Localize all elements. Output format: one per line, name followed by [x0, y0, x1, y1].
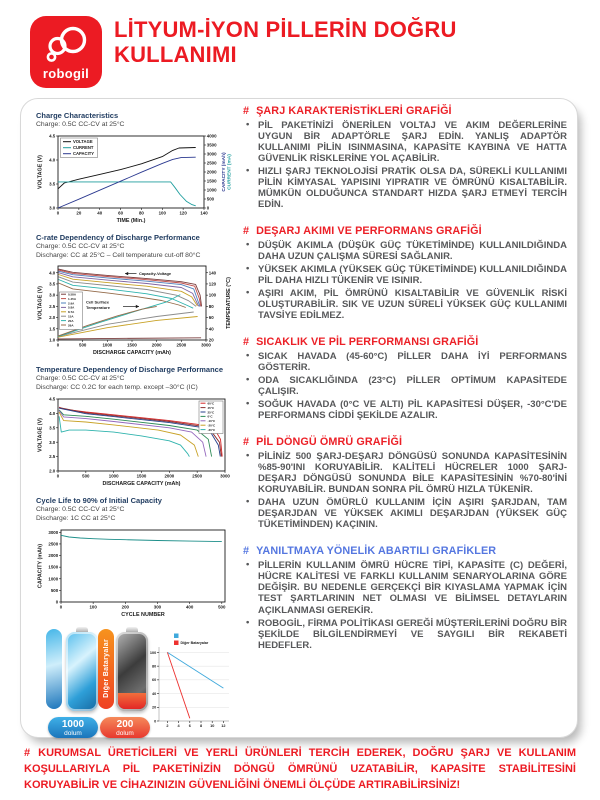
bullet-list	[243, 351, 567, 421]
svg-text:CAPACITY: CAPACITY	[73, 150, 95, 156]
chart-cycle-life	[36, 526, 232, 618]
svg-text:80: 80	[208, 304, 214, 310]
svg-text:2: 2	[166, 723, 169, 728]
page-title	[114, 18, 457, 67]
svg-text:3500: 3500	[206, 142, 217, 148]
svg-text:0: 0	[59, 604, 63, 610]
svg-text:2500: 2500	[176, 343, 187, 349]
svg-text:500: 500	[82, 473, 90, 479]
svg-text:0: 0	[55, 599, 59, 605]
svg-text:60: 60	[208, 315, 214, 321]
svg-text:500: 500	[50, 587, 59, 593]
robogil-logo	[30, 16, 102, 88]
section-heading: # SICAKLIK VE PİL PERFORMANSI GRAFİĞİ	[243, 336, 479, 349]
svg-text:6: 6	[188, 723, 191, 728]
chart-subtitle: Discharge: 1C CC at 25°C	[36, 514, 116, 522]
other-battery-cycles-badge	[100, 717, 150, 738]
svg-text:1.45A: 1.45A	[68, 297, 77, 302]
svg-text:0°C: 0°C	[207, 414, 213, 419]
svg-text:DISCHARGE CAPACITY (mAh): DISCHARGE CAPACITY (mAh)	[102, 481, 181, 488]
svg-text:CAPACITY (mAh): CAPACITY (mAh)	[222, 152, 227, 192]
svg-text:60: 60	[151, 678, 157, 683]
svg-text:4.0: 4.0	[49, 270, 56, 276]
svg-text:3.0: 3.0	[49, 205, 56, 211]
svg-text:CAPACITY (mAh): CAPACITY (mAh)	[37, 543, 44, 588]
battery-body	[116, 632, 148, 711]
svg-text:VOLTAGE (V): VOLTAGE (V)	[37, 418, 44, 453]
chart-title: Charge Characteristics	[36, 111, 119, 120]
svg-text:0.58A: 0.58A	[68, 292, 77, 297]
bullet-item: • ROBOGİL, FİRMA POLİTİKASI GEREĞİ MÜŞTERİLERİNİ DOĞRU BİR ŞEKİLDE BİLGİLENDİRMEYİ VE SAYGILI BİR REKABETİ HEDEFLER.	[243, 618, 567, 651]
svg-text:VOLTAGE (V): VOLTAGE (V)	[37, 154, 44, 189]
svg-text:0: 0	[56, 473, 60, 479]
svg-text:140: 140	[200, 210, 208, 216]
svg-text:CURRENT: CURRENT	[73, 144, 94, 150]
text-column	[243, 105, 567, 653]
chart-crate-discharge	[36, 262, 232, 356]
svg-text:1500: 1500	[136, 473, 147, 479]
svg-text:1000: 1000	[206, 187, 217, 193]
svg-text:300: 300	[153, 604, 162, 610]
svg-text:8.7A: 8.7A	[68, 310, 75, 315]
svg-text:4.5: 4.5	[49, 133, 56, 139]
svg-text:VOLTAGE (V): VOLTAGE (V)	[37, 286, 44, 321]
svg-text:100: 100	[208, 293, 217, 299]
svg-text:2.9A: 2.9A	[68, 301, 75, 306]
svg-text:1.5: 1.5	[49, 326, 56, 332]
chart-subtitle: Charge: 0.5C CC-CV at 25°C	[36, 375, 125, 383]
svg-text:1500: 1500	[127, 343, 137, 349]
svg-text:2500: 2500	[206, 160, 217, 166]
svg-text:-10°C: -10°C	[207, 419, 216, 424]
bullet-item: • HIZLI ŞARJ TEKNOLOJİSİ PRATİK OLSA DA, SÜREKLİ KULLANIMI PİLİN KİMYASAL YAPISINI YIPRATIR VE ÖMRÜNÜ KISALTABİLİR. MÜMKÜN OLDUĞUNCA STANDART HIZDA ŞARJ ETMEYİ TERCİH EDİN.	[243, 166, 567, 210]
hash-marker: #	[243, 436, 250, 449]
svg-text:1000: 1000	[48, 576, 59, 582]
bullet-item: • SICAK HAVADA (45-60°C) PİLLER DAHA İYİ PERFORMANS GÖSTERİR.	[243, 351, 567, 373]
cycle-unit: dolum	[64, 729, 82, 737]
bullet-item: • PİLİNİZ 500 ŞARJ-DEŞARJ DÖNGÜSÜ SONUNDA KAPASİTESİNİN %85-90'INI KORUYABİLİR. KALİTELİ HÜCRELER 1000 ŞARJ-DEŞARJ DÖNGÜSÜ SONUNDA BİLE KAPASİTESİNİN %70-80'İNİ KORUYABİLİR. BUNDAN SONRA PİL ÖMRÜ HIZLA TÜKENİR.	[243, 451, 567, 495]
svg-text:100: 100	[89, 604, 97, 610]
svg-text:DISCHARGE CAPACITY (mAh): DISCHARGE CAPACITY (mAh)	[93, 350, 171, 357]
svg-text:2000: 2000	[151, 343, 162, 349]
hash-marker: #	[243, 545, 250, 558]
robogil-logo-icon	[44, 25, 88, 63]
svg-text:120: 120	[179, 210, 187, 216]
section-sicaklik-performans	[243, 336, 567, 423]
svg-text:Diğer Bataryalar: Diğer Bataryalar	[180, 640, 209, 645]
svg-text:3000: 3000	[206, 151, 217, 157]
svg-text:2000: 2000	[206, 169, 217, 175]
hash-marker: #	[243, 105, 250, 117]
svg-text:-30°C: -30°C	[207, 428, 216, 433]
cycle-count: 1000	[61, 718, 85, 730]
svg-text:Capacity-Voltage: Capacity-Voltage	[139, 271, 172, 277]
svg-text:2.0: 2.0	[49, 468, 56, 474]
svg-text:1000: 1000	[108, 473, 119, 479]
section-desarj-akimi	[243, 225, 567, 323]
svg-text:-20°C: -20°C	[207, 423, 216, 428]
svg-text:VOLTAGE: VOLTAGE	[73, 138, 93, 144]
svg-text:25°C: 25°C	[207, 410, 215, 415]
svg-text:4: 4	[177, 723, 180, 728]
chart-block-crate-discharge	[36, 233, 232, 357]
svg-text:40: 40	[208, 326, 214, 332]
chart-title: C-rate Dependency of Discharge Performance	[36, 232, 200, 242]
svg-text:1.0: 1.0	[49, 338, 56, 344]
svg-text:2000: 2000	[48, 552, 59, 558]
other-battery-illustration	[116, 627, 148, 711]
svg-text:5.8A: 5.8A	[68, 306, 75, 311]
bullet-item: • PİLLERİN KULLANIM ÖMRÜ HÜCRE TİPİ, KAPASİTE (C) DEĞERİ, HÜCRE KALİTESİ VE FARKLI KULLANIM SENARYOLARINA GÖRE DEĞİŞİR. BU NEDENLE GERÇEKÇİ BİR KIYASLAMA YAPMAK İÇİN TEST ŞARTLARININ NET OLMASI VE BİLİMSEL DETAYLARIN AÇIKLANMASI GEREKİR.	[243, 560, 567, 615]
svg-text:4.0: 4.0	[49, 157, 56, 163]
bullet-item: • ODA SICAKLIĞINDA (23°C) PİLLER OPTİMUM KAPASİTEDE ÇALIŞIR.	[243, 375, 567, 397]
svg-text:60°C: 60°C	[207, 401, 215, 406]
chart-title: Temperature Dependency of Discharge Performance	[36, 365, 224, 375]
section-heading: # PİL DÖNGÜ ÖMRÜ GRAFİĞİ	[243, 436, 403, 449]
blue-capsule	[46, 629, 62, 709]
footer-note	[24, 746, 576, 794]
svg-text:120: 120	[208, 282, 217, 288]
svg-text:100: 100	[149, 650, 157, 655]
svg-text:500: 500	[218, 604, 226, 610]
chart-title: Cycle Life to 90% of Initial Capacity	[36, 496, 162, 506]
svg-text:2500: 2500	[192, 473, 203, 479]
hash-marker: #	[243, 336, 250, 349]
bullet-list	[243, 560, 567, 650]
svg-text:CURRENT (mA): CURRENT (mA)	[227, 153, 233, 190]
chart-subtitle: Charge: 0.5C CC-CV at 25°C	[36, 242, 125, 250]
chart-block-temperature-discharge	[36, 365, 232, 487]
bullet-item: • AŞIRI AKIM, PİL ÖMRÜNÜ KISALTABİLİR VE GÜVENLİK RİSKİ OLUŞTURABİLİR. SIK VE UZUN SÜRELİ YÜKSEK GÜÇ KULLANIMI TAVSİYE EDİLMEZ.	[243, 288, 567, 321]
section-dongu-omru	[243, 436, 567, 532]
section-heading: # DEŞARJ AKIMI VE PERFORMANS GRAFİĞİ	[243, 225, 482, 238]
bullet-list	[243, 240, 567, 321]
svg-text:140: 140	[208, 270, 217, 276]
section-heading: # YANILTMAYA YÖNELİK ABARTILI GRAFİKLER	[243, 545, 497, 558]
svg-text:2000: 2000	[164, 473, 175, 479]
bullet-item: • SOĞUK HAVADA (0°C VE ALTI) PİL KAPASİTESİ DÜŞER, -30°C'DE PERFORMANS CİDDİ ŞEKİLDE AZALIR.	[243, 399, 567, 421]
section-sarj-karakteristikleri	[243, 105, 567, 212]
battery-body	[66, 632, 98, 711]
chart-block-charge-characteristics	[36, 111, 232, 224]
svg-text:10: 10	[210, 723, 215, 728]
svg-text:2.0: 2.0	[49, 315, 56, 321]
svg-text:200: 200	[121, 604, 129, 610]
bullet-item: • DAHA UZUN ÖMÜRLÜ KULLANIM İÇİN AŞIRI ŞARJDAN, TAM DEŞARJDAN VE YÜKSEK AKIMLI DEŞARJDAN (YÜKSEK GÜÇ TÜKETİMİNDEN) KAÇININ.	[243, 497, 567, 530]
bullet-item: • PİL PAKETİNİZİ ÖNERİLEN VOLTAJ VE AKIM DEĞERLERİNE UYGUN BİR ADAPTÖRLE ŞARJ EDİN. YANLIŞ ADAPTÖR KULLANIMI PİLİN ISINMASINA, KAPASİTE KAYBINA VE HATTA GÜVENLİK RİSKLERİNE YOL AÇABİLİR.	[243, 120, 567, 164]
svg-text:0: 0	[56, 210, 60, 216]
svg-text:60: 60	[118, 210, 124, 216]
section-yaniltici-grafikler	[243, 545, 567, 652]
svg-text:3000: 3000	[201, 343, 211, 349]
svg-text:3.5: 3.5	[49, 425, 56, 431]
svg-text:TIME (Min.): TIME (Min.)	[116, 218, 146, 225]
chart-subtitle: Discharge: CC 0.2C for each temp. except –30°C (IC)	[36, 384, 198, 392]
svg-text:1000: 1000	[102, 343, 113, 349]
svg-text:500: 500	[79, 343, 87, 349]
chart-subtitle: Charge: 0.5C CC-CV at 25°C	[36, 121, 125, 128]
svg-text:3.0: 3.0	[49, 439, 56, 445]
chart-charge-characteristics	[36, 132, 232, 224]
svg-text:1500: 1500	[48, 564, 59, 570]
cycle-count: 200	[116, 718, 134, 730]
svg-text:3000: 3000	[220, 473, 230, 479]
battery-charge-level	[118, 693, 146, 709]
section-heading: # ŞARJ KARAKTERİSTİKLERİ GRAFİĞİ	[243, 105, 452, 117]
svg-text:0: 0	[154, 719, 157, 724]
svg-text:2.5: 2.5	[49, 454, 56, 460]
svg-text:80: 80	[138, 210, 144, 216]
svg-text:0: 0	[206, 205, 210, 211]
svg-text:29A: 29A	[68, 323, 74, 328]
battery-comparison-illustration	[36, 627, 232, 739]
bullet-item: • YÜKSEK AKIMLA (YÜKSEK GÜÇ TÜKETİMİNDE) KULLANILDIĞINDA PİL DAHA HIZLI TÜKENİR VE ISINIR.	[243, 264, 567, 286]
svg-text:20A: 20A	[68, 319, 74, 324]
svg-text:400: 400	[185, 604, 194, 610]
svg-text:2.5: 2.5	[49, 304, 56, 310]
chart-subtitle: Discharge: CC at 25°C – Cell temperature cut-off 80°C	[36, 251, 201, 259]
svg-text:TEMPERATURE (°C): TEMPERATURE (°C)	[225, 277, 232, 330]
svg-text:20: 20	[151, 705, 157, 710]
svg-text:Cell Surface: Cell Surface	[86, 299, 110, 305]
svg-text:2500: 2500	[48, 541, 59, 547]
svg-text:CYCLE NUMBER: CYCLE NUMBER	[121, 611, 165, 618]
good-battery-cycles-badge	[48, 717, 98, 738]
svg-text:3.0: 3.0	[49, 293, 56, 299]
svg-text:40: 40	[151, 691, 157, 696]
hash-marker: #	[24, 747, 31, 759]
svg-text:8: 8	[199, 723, 203, 728]
svg-text:4000: 4000	[206, 133, 217, 139]
svg-text:3.5: 3.5	[49, 181, 56, 187]
logo-text: robogil	[42, 66, 90, 81]
bullet-list	[243, 451, 567, 530]
svg-text:20: 20	[208, 338, 214, 344]
chart-subtitle: Charge: 0.5C CC-CV at 25°C	[36, 506, 125, 514]
svg-text:15A: 15A	[68, 314, 74, 319]
footer-text: # KURUMSAL ÜRETİCİLERİ VE YERLİ ÜRÜNLERİ TERCİH EDEREK, DOĞRU ŞARJ VE KULLANIM KOŞULLARIYLA PİL PAKETİNİZİN DÖNGÜ ÖMRÜNÜ UZATABİLİR, KAPASİTE STABİLİTESİNİ KORUYABİLİR VE CİHAZINIZIN GÜVENLİĞİNİ ÖNEMLİ ÖLÇÜDE ARTIRABİLİRSİNİZ!	[24, 747, 576, 791]
svg-text:3000: 3000	[48, 529, 59, 535]
svg-text:100: 100	[158, 210, 166, 216]
svg-text:1500: 1500	[206, 178, 217, 184]
chart-battery-comparison	[148, 629, 232, 733]
charts-column	[36, 111, 232, 739]
svg-text:4.5: 4.5	[49, 396, 56, 402]
svg-text:12: 12	[221, 723, 226, 728]
svg-text:4.0: 4.0	[49, 411, 56, 417]
svg-text:3.5: 3.5	[49, 282, 56, 288]
svg-text:40: 40	[97, 210, 103, 216]
bullet-list	[243, 120, 567, 210]
good-battery-illustration	[66, 627, 98, 711]
svg-text:80: 80	[151, 664, 157, 669]
svg-text:Temperature: Temperature	[86, 305, 110, 311]
page-title-line1: LİTYUM-İYON PİLLERİN DOĞRU	[114, 17, 457, 42]
svg-text:500: 500	[206, 196, 215, 202]
chart-temperature-discharge	[36, 395, 232, 487]
hash-marker: #	[243, 225, 250, 238]
other-batteries-capsule	[98, 629, 114, 709]
cycle-unit: dolum	[116, 729, 134, 737]
svg-text:45°C: 45°C	[207, 406, 215, 411]
chart-block-cycle-life	[36, 496, 232, 618]
page-title-line2: KULLANIMI	[114, 41, 237, 67]
svg-text:20: 20	[76, 210, 82, 216]
bullet-item: • DÜŞÜK AKIMLA (DÜŞÜK GÜÇ TÜKETİMİNDE) KULLANILDIĞINDA DAHA UZUN ÇALIŞMA SÜRESİ SAĞLANIR.	[243, 240, 567, 262]
svg-text:0: 0	[56, 343, 60, 349]
content-panel	[20, 98, 578, 738]
other-batteries-label: Diğer Bataryalar	[102, 639, 110, 699]
